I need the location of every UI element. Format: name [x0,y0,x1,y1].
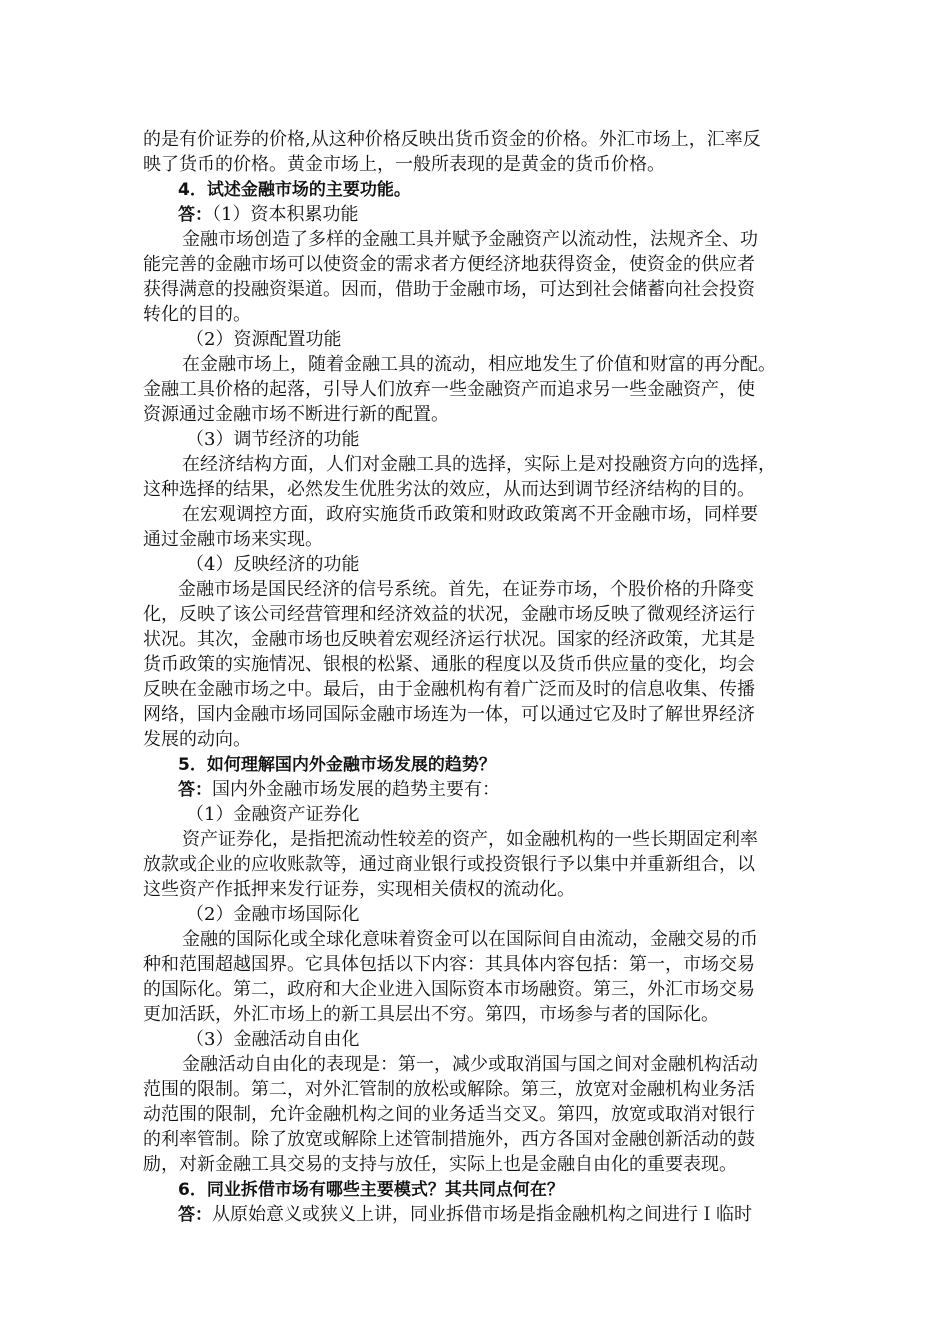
text-line: 范围的限制。第二，对外汇管制的放松或解除。第三，放宽对金融机构业务活 [143,1079,755,1100]
subheading: （4）反映经济的功能 [186,554,360,575]
text-line: 资产证券化，是指把流动性较差的资产，如金融机构的一些长期固定利率 [182,829,758,850]
answer-label: 答： [178,780,212,800]
text-line: 转化的目的。 [143,304,251,325]
subheading: （1）资本积累功能 [212,204,359,225]
answer-text: 从原始意义或狭义上讲，同业拆借市场是指金融机构之间进行Ｉ临时 [212,1204,752,1225]
text-line: 在经济结构方面，人们对金融工具的选择，实际上是对投融资方向的选择， [182,454,776,475]
answer-line [178,1202,752,1228]
text-line: 能完善的金融市场可以使资金的需求者方便经济地获得资金，使资金的供应者 [143,254,755,275]
text-line: 状况。其次，金融市场也反映着宏观经济运行状况。国家的经济政策，尤其是 [143,629,755,650]
text-line: 的是有价证券的价格,从这种价格反映出货币资金的价格。外汇市场上，汇率反 [143,129,761,150]
subheading: （2）金融市场国际化 [186,904,360,925]
question-heading: 6．同业拆借市场有哪些主要模式？其共同点何在？ [178,1180,564,1200]
text-line: 金融的国际化或全球化意味着资金可以在国际间自由流动，金融交易的币 [182,929,758,950]
text-line: 化，反映了该公司经营管理和经济效益的状况，金融市场反映了微观经济运行 [143,604,755,625]
text-line: 映了货币的价格。黄金市场上，一般所表现的是黄金的货币价格。 [143,154,665,175]
text-line: 金融活动自由化的表现是：第一，减少或取消国与国之间对金融机构活动 [182,1054,758,1075]
text-line: 金融工具价格的起落，引导人们放弃一些金融资产而追求另一些金融资产，使 [143,379,755,400]
answer-line [178,777,500,803]
subheading: （2）资源配置功能 [186,329,342,350]
text-line: 在金融市场上，随着金融工具的流动，相应地发生了价值和财富的再分配。 [182,354,776,375]
subheading: （3）金融活动自由化 [186,1029,360,1050]
text-line: 励，对新金融工具交易的支持与放任，实际上也是金融自由化的重要表现。 [143,1154,737,1175]
text-line: 这些资产作抵押来发行证券，实现相关债权的流动化。 [143,879,575,900]
question-heading: 5．如何理解国内外金融市场发展的趋势？ [178,755,496,775]
text-line: 动范围的限制，允许金融机构之间的业务适当交叉。第四，放宽或取消对银行 [143,1104,755,1125]
text-line: 更加活跃，外汇市场上的新工具层出不穷。第四，市场参与者的国际化。 [143,1004,719,1025]
text-line: 金融市场是国民经济的信号系统。首先，在证券市场，个股价格的升降变 [178,579,754,600]
answer-line [178,202,358,228]
text-line: 网络，国内金融市场同国际金融市场连为一体，可以通过它及时了解世界经济 [143,704,755,725]
text-line: 的国际化。第二，政府和大企业进入国际资本市场融资。第三，外汇市场交易 [143,979,755,1000]
text-line: 种和范围超越国界。它具体包括以下内容：其具体内容包括：第一，市场交易 [143,954,755,975]
answer-label: 答： [178,205,212,225]
text-line: 反映在金融市场之中。最后，由于金融机构有着广泛而及时的信息收集、传播 [143,679,755,700]
subheading: （3）调节经济的功能 [186,429,360,450]
answer-label: 答： [178,1205,212,1225]
text-line: 金融市场创造了多样的金融工具并赋予金融资产以流动性，法规齐全、功 [182,229,758,250]
text-line: 这种选择的结果，必然发生优胜劣汰的效应，从而达到调节经济结构的目的。 [143,479,755,500]
text-line: 发展的动向。 [143,729,251,750]
text-line: 获得满意的投融资渠道。因而，借助于金融市场，可达到社会储蓄向社会投资 [143,279,755,300]
answer-text: 国内外金融市场发展的趋势主要有： [212,779,500,800]
text-line: 资源通过金融市场不断进行新的配置。 [143,404,449,425]
question-heading: 4．试述金融市场的主要功能。 [178,180,411,200]
text-line: 放款或企业的应收账款等，通过商业银行或投资银行予以集中并重新组合，以 [143,854,755,875]
text-line: 在宏观调控方面，政府实施货币政策和财政政策离不开金融市场，同样要 [182,504,758,525]
text-line: 通过金融市场来实现。 [143,529,323,550]
subheading: （1）金融资产证券化 [186,804,360,825]
text-line: 的利率管制。除了放宽或解除上述管制措施外，西方各国对金融创新活动的鼓 [143,1129,755,1150]
text-line: 货币政策的实施情况、银根的松紧、通胀的程度以及货币供应量的变化，均会 [143,654,755,675]
